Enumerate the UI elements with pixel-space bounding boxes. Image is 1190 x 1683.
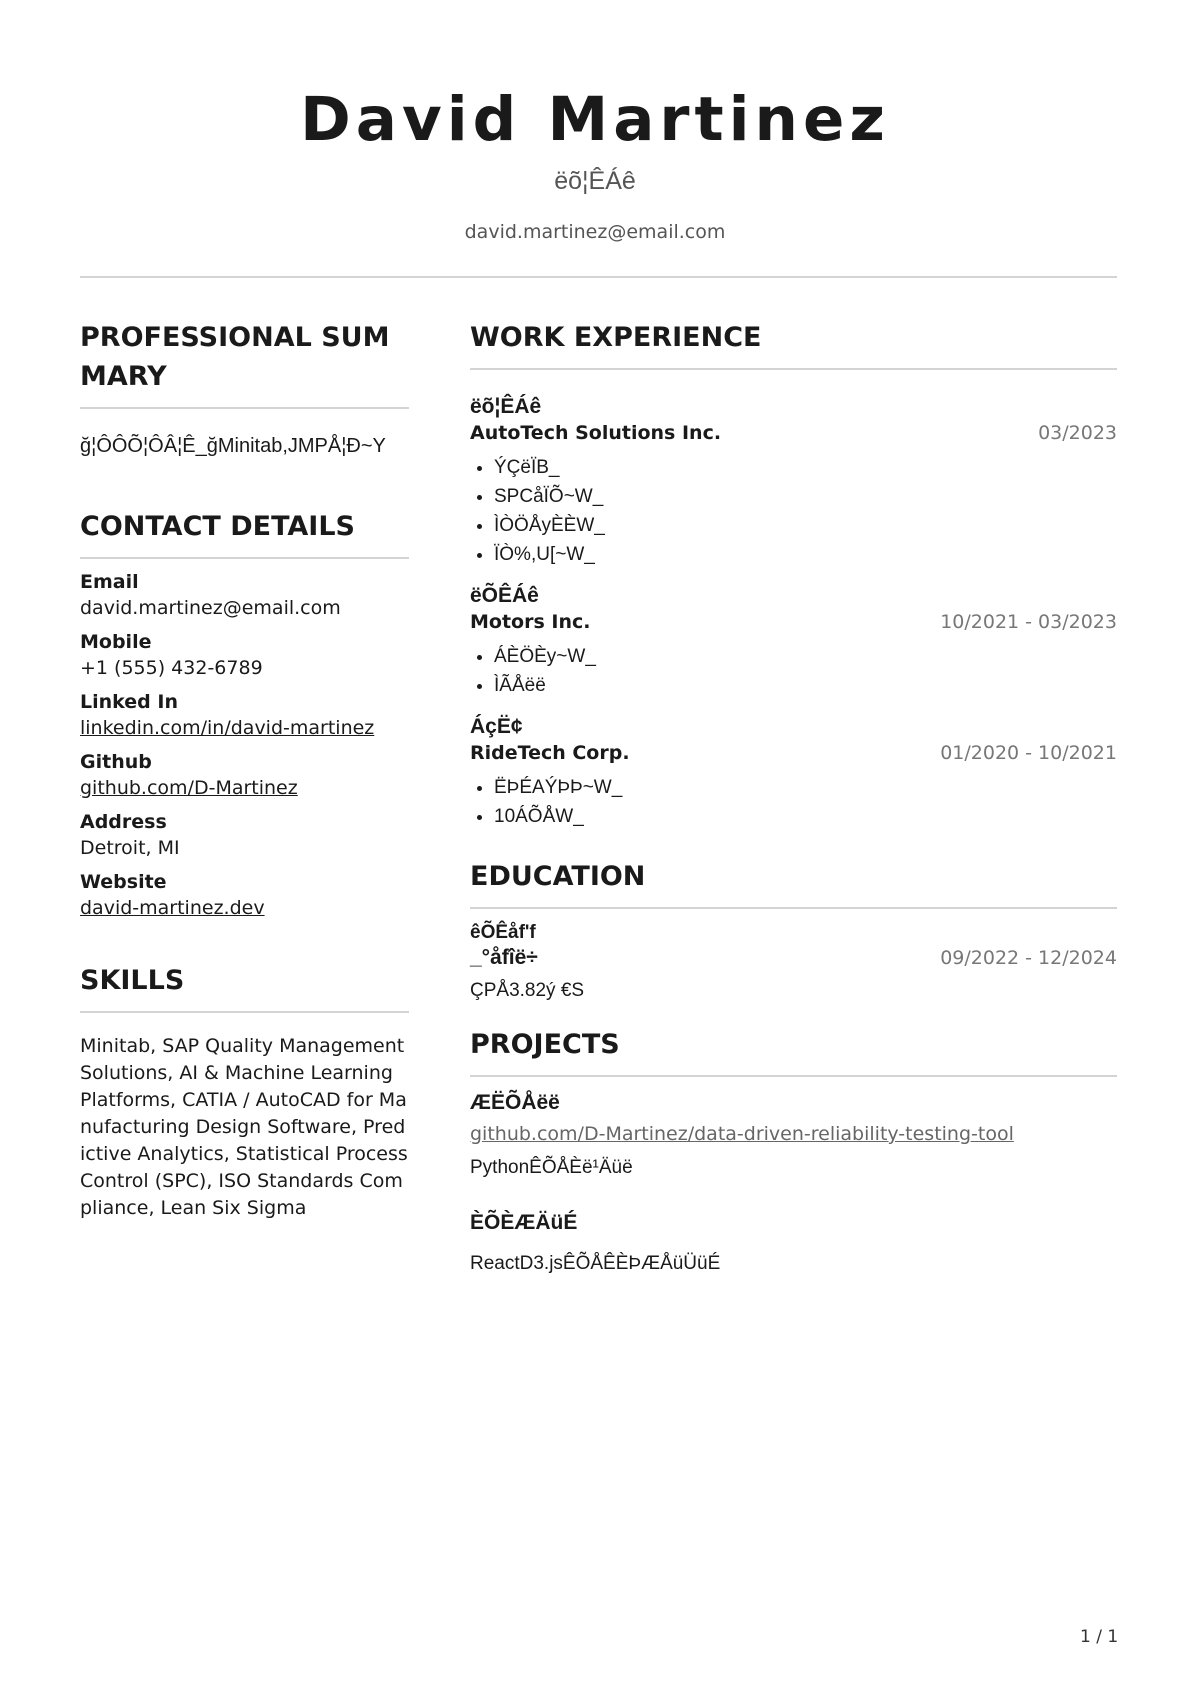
experience-section — [470, 318, 1117, 831]
job-company: RideTech Corp. — [470, 742, 630, 764]
contact-section — [80, 507, 409, 921]
contact-email-value: david.martinez@email.com — [80, 597, 341, 619]
job-bullets — [470, 773, 1117, 831]
contact-address — [80, 809, 409, 861]
education-heading: EDUCATION — [470, 861, 646, 892]
education-gpa: ÇPÅ3.82ý €S — [470, 980, 585, 1001]
contact-email-label: Email — [80, 571, 139, 593]
right-column — [470, 318, 1117, 1277]
contact-mobile-label: Mobile — [80, 631, 152, 653]
job-company: AutoTech Solutions Inc. — [470, 422, 722, 444]
section-divider — [470, 368, 1117, 370]
job-bullet: • ÌÒÖÅyÈÈW_ — [494, 511, 1117, 540]
project-title: ÈÕÈÆÄüÉ — [470, 1211, 578, 1234]
skills-text: Minitab, SAP Quality Management Solutions, AI & Machine Learning Platforms, CATIA / AutoCAD for Manufacturing Design Software, Predictive Analytics, Statistical Process Control (SPC), ISO Standards Compliance, Lean Six Sigma — [80, 1035, 408, 1219]
github-link[interactable]: github.com/D-Martinez — [80, 777, 298, 799]
contact-address-label: Address — [80, 811, 167, 833]
education-date: 09/2022 - 12/2024 — [940, 947, 1117, 969]
page-number: 1 / 1 — [1080, 1627, 1119, 1647]
summary-heading: PROFESSIONAL SUMMARY — [80, 322, 390, 392]
education-section — [470, 857, 1117, 1003]
section-divider — [470, 907, 1117, 909]
job-date: 03/2023 — [1038, 422, 1117, 444]
job-bullets — [470, 642, 1117, 700]
contact-linkedin-label: Linked In — [80, 691, 178, 713]
section-divider — [470, 1075, 1117, 1077]
linkedin-link[interactable]: linkedin.com/in/david-martinez — [80, 717, 375, 739]
header-email: david.martinez@email.com — [464, 221, 726, 243]
candidate-name: David Martinez — [300, 84, 890, 155]
projects-heading: PROJECTS — [470, 1029, 620, 1060]
section-divider — [80, 407, 409, 409]
candidate-subtitle: ëõ¦ÊÁê — [554, 167, 636, 195]
header-divider — [80, 276, 1117, 278]
project-title: ÆËÕÅëë — [470, 1091, 560, 1114]
project-link[interactable]: github.com/D-Martinez/data-driven-reliability-testing-tool — [470, 1123, 1014, 1145]
job-bullet: • ÌÃÅëë — [494, 671, 1117, 700]
contact-heading: CONTACT DETAILS — [80, 511, 355, 542]
job-date: 01/2020 - 10/2021 — [940, 742, 1117, 764]
contact-email — [80, 569, 409, 621]
summary-section — [80, 318, 409, 459]
section-divider — [80, 557, 409, 559]
job-bullet: • ÁÈÖÈy~W_ — [494, 642, 1117, 671]
contact-mobile-value: +1 (555) 432-6789 — [80, 657, 263, 679]
skills-section — [80, 961, 409, 1222]
section-divider — [80, 1011, 409, 1013]
job-bullet: • ÏÒ%,U[~W_ — [494, 540, 1117, 569]
website-link[interactable]: david-martinez.dev — [80, 897, 265, 919]
summary-text: ğ¦ÔÔÕ¦ÔÂ¦Ê_ğMinitab,JMPÅ¦Ð~Y — [80, 435, 386, 457]
skills-heading: SKILLS — [80, 965, 185, 996]
projects-section — [470, 1025, 1117, 1277]
job-entry — [470, 583, 1117, 700]
education-school: êÕÊåf'f — [470, 922, 536, 943]
education-degree: _°åfîë÷ — [470, 946, 538, 969]
job-company: Motors Inc. — [470, 611, 591, 633]
contact-website — [80, 869, 409, 921]
job-bullet: • 10ÁÕÅW_ — [494, 802, 1117, 831]
contact-linkedin — [80, 689, 409, 741]
project-description: PythonÊÕÅÈë¹Äüë — [470, 1157, 633, 1178]
job-bullet: • ËÞÉAÝÞÞ~W_ — [494, 773, 1117, 802]
contact-mobile — [80, 629, 409, 681]
experience-heading: WORK EXPERIENCE — [470, 322, 762, 353]
job-bullet: • ÝÇëÏB_ — [494, 453, 1117, 482]
contact-github — [80, 749, 409, 801]
contact-github-label: Github — [80, 751, 152, 773]
job-title: ëõ¦ÊÁê — [470, 395, 542, 418]
job-entry — [470, 714, 1117, 831]
contact-website-label: Website — [80, 871, 167, 893]
project-entry — [470, 1209, 1117, 1277]
contact-address-value: Detroit, MI — [80, 837, 180, 859]
job-bullets — [470, 453, 1117, 569]
project-entry — [470, 1089, 1117, 1181]
project-description: ReactD3.jsÊÕÅÊÈÞÆÅüÜüÉ — [470, 1253, 721, 1274]
job-entry — [470, 394, 1117, 569]
job-title: ÁçË¢ — [470, 715, 523, 738]
left-column — [80, 318, 409, 1222]
job-bullet: • SPCåÏÕ~W_ — [494, 482, 1117, 511]
job-date: 10/2021 - 03/2023 — [940, 611, 1117, 633]
job-title: ëÕÊÁê — [470, 584, 539, 607]
